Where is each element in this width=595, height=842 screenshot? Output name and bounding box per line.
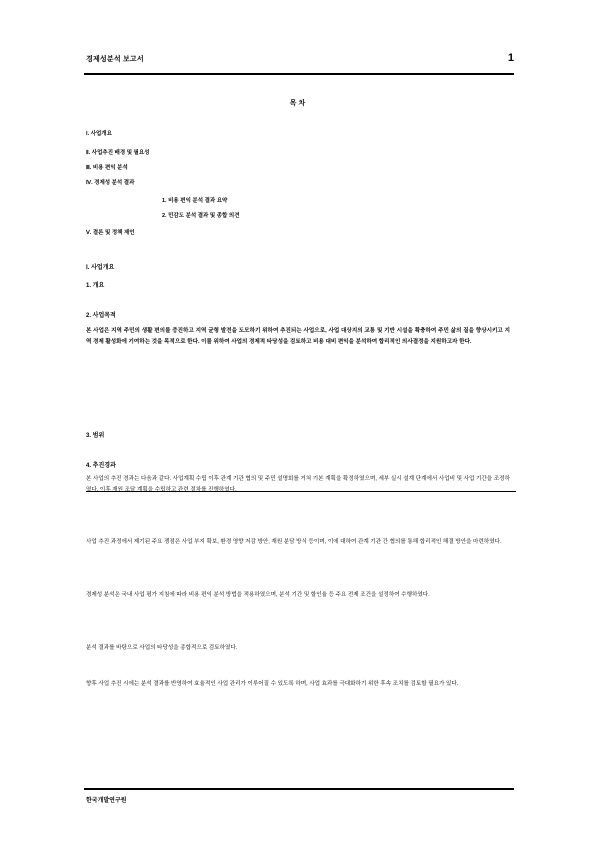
- toc-item[interactable]: Ⅰ. 사업개요: [86, 131, 112, 137]
- toc-item[interactable]: Ⅲ. 비용 편익 분석: [86, 165, 128, 171]
- header-rule: [84, 73, 514, 75]
- toc-item[interactable]: Ⅴ. 결론 및 정책 제언: [86, 230, 135, 236]
- body-paragraph: 본 사업의 추진 경과는 다음과 같다. 사업계획 수립 이후 관계 기관 협의 및 주민 설명회를 거쳐 기본 계획을 확정하였으며, 세부 실시 설계 단계에서 사업비 및 사업 기간을 조정하였다. 이후 재원 조달 계획을 수립하고 관련 절차를 진행하였다.: [86, 476, 510, 493]
- footer-rule: [84, 788, 514, 790]
- page-footer: 한국개발연구원: [86, 798, 127, 804]
- page-number: 1: [507, 52, 514, 64]
- body-paragraph: 분석 결과를 바탕으로 사업의 타당성을 종합적으로 검토하였다.: [86, 645, 238, 651]
- section-heading: 3. 범위: [86, 433, 105, 439]
- toc-item[interactable]: Ⅱ. 사업추진 배경 및 필요성: [86, 150, 150, 156]
- toc-item[interactable]: 1. 비용 편익 분석 결과 요약: [162, 198, 228, 204]
- toc-item[interactable]: 2. 민감도 분석 결과 및 종합 의견: [162, 213, 240, 219]
- section-heading: Ⅰ. 사업개요: [86, 265, 115, 271]
- body-paragraph: 경제성 분석은 국내 사업 평가 지침에 따라 비용 편익 분석 방법을 적용하였으며, 분석 기간 및 할인율 등 주요 전제 조건을 설정하여 수행하였다.: [86, 592, 430, 598]
- section-heading: 2. 사업목적: [86, 313, 116, 319]
- subsection-heading: 1. 개요: [86, 283, 105, 289]
- header-title: 경제성분석 보고서: [86, 56, 144, 63]
- body-paragraph: 사업 추진 과정에서 제기된 주요 쟁점은 사업 부지 확보, 환경 영향 저감 방안, 재원 분담 방식 등이며, 이에 대하여 관계 기관 간 협의를 통해 합리적인 해결 방안을 마련하였다.: [86, 539, 502, 545]
- body-paragraph: 본 사업은 지역 주민의 생활 편의를 증진하고 지역 균형 발전을 도모하기 위하여 추진되는 사업으로, 사업 대상지의 교통 및 기반 시설을 확충하여 주민 삶의 질을 향상시키고 지역 경제 활성화에 기여하는 것을 목적으로 한다. 이를 위하여 사업의 경제적 타당성을 검토하고 비용 대비 편익을 분석하여 합리적인 의사결정을 지원하고자 한다.: [86, 328, 510, 345]
- page-header: [84, 52, 514, 70]
- section-heading: 4. 추진경과: [86, 463, 116, 469]
- toc-item[interactable]: Ⅳ. 경제성 분석 결과: [86, 180, 135, 186]
- body-paragraph: 향후 사업 추진 시에는 분석 결과를 반영하여 효율적인 사업 관리가 이루어질 수 있도록 하며, 사업 효과를 극대화하기 위한 후속 조치를 검토할 필요가 있다.: [86, 681, 459, 687]
- document-title: 목 차: [289, 100, 306, 107]
